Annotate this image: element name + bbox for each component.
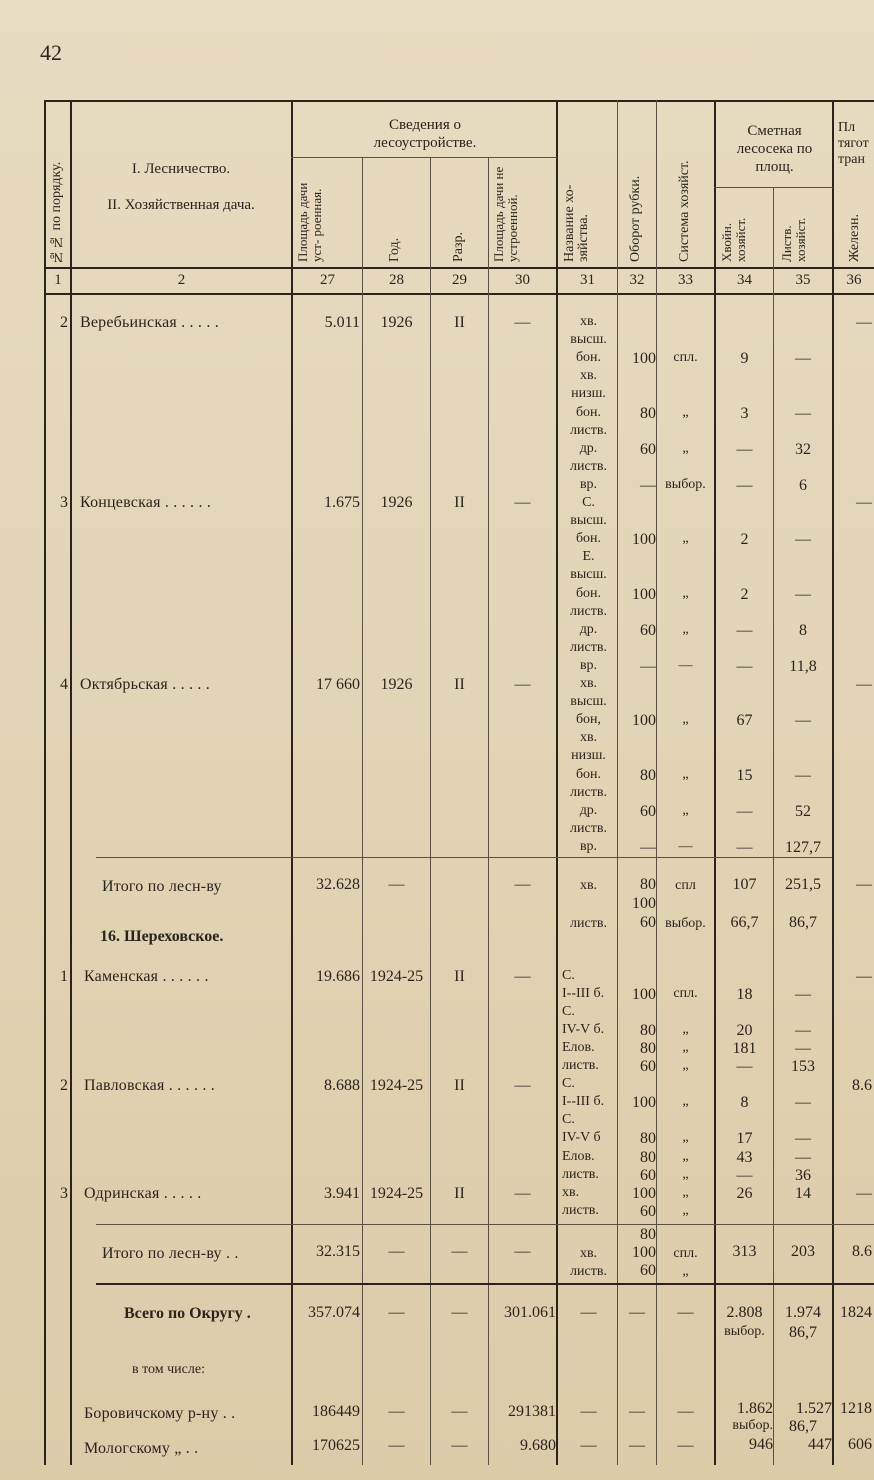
oborot-cell: 80: [640, 1022, 656, 1040]
c36-cell: —: [856, 1185, 872, 1202]
included-label: в том числе:: [132, 1362, 205, 1377]
total1-top-rule: [96, 857, 832, 858]
district-c36: 1218: [840, 1400, 872, 1417]
c36-cell: —: [856, 314, 872, 331]
district-hvoin: 946: [749, 1436, 773, 1453]
grand-hoz: —: [580, 1304, 597, 1321]
header-c27: Площадь дачи уст- роенная.: [295, 182, 324, 262]
hoz-cell: хв.: [579, 368, 598, 384]
system-cell: „: [682, 531, 689, 547]
listv-cell: 11,8: [789, 657, 817, 675]
hoz-cell: листв.: [562, 1166, 599, 1182]
c36-cell: —: [856, 676, 872, 693]
total-system: спл: [675, 878, 696, 893]
total-oborot: 80: [640, 876, 656, 893]
hoz-cell: Елов.: [562, 1148, 595, 1164]
hvoin-cell: 18: [736, 986, 753, 1004]
hvoin-cell: —: [736, 657, 753, 675]
dacha-name: Концевская . . . . . .: [80, 494, 212, 511]
total-system: „: [682, 1264, 689, 1279]
hoz-cell: бон.: [575, 585, 602, 601]
neustr-cell: —: [514, 494, 531, 511]
area-cell: 3.941: [324, 1185, 360, 1202]
district-neustr: 9.680: [520, 1437, 556, 1454]
listv-cell: —: [795, 585, 811, 603]
oborot-cell: 60: [640, 621, 656, 639]
listv-cell: —: [795, 1130, 811, 1148]
hvoin-cell: —: [736, 1166, 753, 1184]
district-area: 170625: [312, 1437, 360, 1454]
system-cell: —: [678, 838, 693, 854]
system-cell: спл.: [673, 986, 698, 1002]
header-col2-b: II. Хозяйственная дача.: [107, 197, 255, 213]
district-hvoin: 1.862: [737, 1400, 773, 1417]
hoz-cell: IV-V б.: [562, 1022, 605, 1038]
hoz-cell: листв.: [570, 422, 607, 438]
dacha-name: Одринская . . . . .: [84, 1185, 202, 1202]
hoz-cell: высш.: [570, 694, 607, 710]
hoz-cell: листв.: [562, 1058, 599, 1074]
header-group-36: Пл тягот тран: [838, 120, 869, 167]
hoz-cell: листв.: [570, 820, 607, 836]
hvoin-cell: —: [736, 1058, 753, 1076]
colnum-27: 27: [320, 272, 335, 288]
oborot-cell: 80: [640, 1040, 656, 1058]
header-group-27-30: Сведения о лесоустройстве.: [373, 117, 477, 151]
header-c35: Листв. хозяйст.: [779, 217, 808, 262]
hoz-cell: хв.: [579, 314, 598, 329]
oborot-cell: 80: [640, 1130, 656, 1148]
colnum-2: 2: [177, 272, 186, 288]
area-cell: 1.675: [324, 494, 360, 511]
year-cell: 1924-25: [369, 1077, 424, 1094]
listv-cell: —: [795, 531, 811, 549]
total-oborot: 60: [640, 1262, 656, 1279]
hoz-cell: Елов.: [562, 1040, 595, 1056]
dacha-name: Каменская . . . . . .: [84, 968, 209, 985]
total-system: спл.: [673, 1246, 698, 1261]
district-oborot: —: [629, 1437, 645, 1454]
hoz-cell: низш.: [571, 386, 606, 402]
total-oborot: 100: [632, 1244, 656, 1261]
hoz-cell: бон,: [575, 712, 602, 728]
system-cell: „: [682, 1166, 689, 1182]
col-divider: [70, 100, 72, 1465]
total-hoz: хв.: [579, 878, 598, 893]
col-divider: [488, 158, 489, 1465]
hvoin-cell: 43: [736, 1148, 753, 1166]
total-c36: 8.6: [852, 1243, 872, 1260]
listv-cell: 153: [791, 1058, 815, 1076]
total2-top-rule: [96, 1224, 874, 1225]
razr-cell: II: [454, 1077, 465, 1094]
total-label: Итого по лесн-ву . .: [102, 1245, 239, 1262]
header-col2-a: I. Лесничество.: [131, 161, 231, 177]
header-c33: Система хозяйст.: [677, 160, 692, 262]
col-divider: [362, 158, 363, 1465]
district-hoz: —: [580, 1437, 597, 1454]
razr-cell: II: [454, 494, 465, 511]
total-year: —: [388, 1243, 405, 1260]
total-listv: 203: [791, 1243, 815, 1260]
header-col1: №№ по порядку.: [49, 161, 64, 264]
hoz-cell: низш.: [571, 748, 606, 764]
year-cell: 1924-25: [369, 968, 424, 985]
total-oborot: 60: [640, 914, 656, 931]
hvoin-cell: —: [736, 802, 753, 820]
hvoin-cell: —: [736, 440, 753, 458]
hoz-cell: С.: [562, 1112, 575, 1128]
colnum-30: 30: [515, 272, 530, 288]
c36-cell: —: [856, 968, 872, 985]
oborot-cell: 60: [640, 1166, 656, 1184]
listv-cell: 52: [795, 802, 811, 820]
system-cell: „: [682, 1202, 689, 1218]
grand-hvoin: выбор.: [724, 1324, 765, 1339]
area-cell: 19.686: [316, 968, 360, 985]
section-title: 16. Шереховское.: [100, 928, 224, 945]
dacha-name: Октябрьская . . . . .: [80, 676, 210, 693]
colnum-31: 31: [580, 272, 595, 288]
total-listv: 251,5: [785, 876, 821, 893]
district-oborot: —: [629, 1403, 645, 1420]
hvoin-cell: —: [736, 621, 753, 639]
listv-cell: —: [795, 1094, 811, 1112]
system-cell: —: [678, 657, 693, 673]
row-number: 2: [60, 1077, 68, 1094]
grand-listv: 1.974: [785, 1304, 821, 1321]
row-number: 3: [60, 1185, 68, 1202]
district-listv: 86,7: [789, 1418, 817, 1435]
hvoin-cell: 67: [736, 712, 753, 730]
hoz-cell: хв.: [562, 1184, 580, 1200]
system-cell: „: [682, 1040, 689, 1056]
oborot-cell: 100: [632, 585, 656, 603]
total-neustr: —: [514, 876, 531, 893]
neustr-cell: —: [514, 314, 531, 331]
colnum-29: 29: [452, 272, 467, 288]
year-cell: 1926: [380, 314, 413, 331]
header-c29: Разр.: [451, 231, 466, 262]
oborot-cell: 100: [632, 1094, 656, 1112]
dacha-name: Павловская . . . . . .: [84, 1077, 215, 1094]
district-system: —: [677, 1437, 694, 1454]
district-razr: —: [451, 1403, 468, 1420]
system-cell: „: [682, 802, 689, 818]
hvoin-cell: 20: [736, 1022, 753, 1040]
hoz-cell: листв.: [570, 784, 607, 800]
colnum-bottom-border: [44, 293, 874, 295]
total-hoz: листв.: [570, 1264, 607, 1279]
row-number: 1: [60, 968, 68, 985]
grand-hvoin: 2.808: [726, 1304, 763, 1321]
listv-cell: —: [795, 712, 811, 730]
hoz-cell: I--III б.: [562, 1094, 605, 1110]
hvoin-cell: 2: [740, 531, 749, 549]
district-listv: 1.527: [796, 1400, 832, 1417]
razr-cell: II: [454, 676, 465, 693]
hvoin-cell: —: [736, 476, 753, 494]
total-oborot: 100: [632, 895, 656, 912]
district-system: —: [677, 1403, 694, 1420]
system-cell: выбор.: [665, 476, 706, 492]
neustr-cell: —: [514, 1185, 531, 1202]
listv-cell: —: [795, 1040, 811, 1058]
hoz-cell: С.: [562, 968, 575, 983]
grand-total-label: Всего по Округу .: [124, 1305, 251, 1322]
total-year: —: [388, 876, 405, 893]
district-neustr: 291381: [508, 1403, 556, 1420]
row-number: 4: [60, 676, 68, 693]
hoz-cell: бон.: [575, 766, 602, 782]
hoz-cell: бон.: [575, 531, 602, 547]
c36-cell: 8.6: [852, 1077, 872, 1094]
area-cell: 8.688: [324, 1077, 360, 1094]
hoz-cell: хв.: [579, 676, 598, 691]
total-label: Итого по лесн-ву: [102, 878, 222, 895]
oborot-cell: 100: [632, 531, 656, 549]
total-oborot: 80: [640, 1226, 656, 1243]
header-group-34-35: Сметная лесосека по площ.: [736, 123, 813, 175]
colnum-1: 1: [54, 272, 62, 288]
district-hoz: —: [580, 1403, 597, 1420]
total-hvoin: 313: [732, 1243, 757, 1260]
district-listv: 447: [808, 1436, 832, 1453]
district-year: —: [388, 1437, 405, 1454]
razr-cell: II: [454, 968, 465, 985]
total-hoz: листв.: [570, 916, 607, 931]
total-area: 32.315: [316, 1243, 360, 1260]
listv-cell: —: [795, 986, 811, 1004]
total-neustr: —: [514, 1243, 531, 1260]
hvoin-cell: 8: [740, 1094, 749, 1112]
header-c30: Площадь дачи не устроенной.: [491, 166, 520, 262]
hoz-cell: др.: [579, 802, 598, 818]
hvoin-cell: 17: [736, 1130, 753, 1148]
oborot-cell: 100: [632, 1184, 656, 1202]
grand-system: —: [677, 1304, 694, 1321]
system-cell: „: [682, 621, 689, 637]
hoz-cell: вр.: [579, 476, 598, 492]
listv-cell: 6: [799, 476, 807, 494]
year-cell: 1926: [380, 494, 413, 511]
listv-cell: 8: [799, 621, 807, 639]
grand-razr: —: [451, 1304, 468, 1321]
listv-cell: 14: [795, 1184, 811, 1202]
hoz-cell: листв.: [570, 458, 607, 474]
hoz-cell: высш.: [570, 332, 607, 348]
total-hvoin: 66,7: [730, 914, 759, 931]
oborot-cell: 60: [640, 802, 656, 820]
oborot-cell: 100: [632, 712, 656, 730]
razr-cell: II: [454, 1185, 465, 1202]
district-year: —: [388, 1403, 405, 1420]
c36-cell: —: [856, 494, 872, 511]
total-area: 32.628: [316, 876, 360, 893]
year-cell: 1926: [380, 676, 413, 693]
hvoin-cell: 26: [736, 1184, 753, 1202]
listv-cell: —: [795, 766, 811, 784]
hoz-cell: Е.: [582, 549, 595, 565]
col-divider: [430, 158, 431, 1465]
total-c36: —: [856, 876, 872, 893]
district-razr: —: [451, 1437, 468, 1454]
hoz-cell: высш.: [570, 513, 607, 529]
hoz-cell: высш.: [570, 567, 607, 583]
oborot-cell: 80: [640, 1148, 656, 1166]
hvoin-cell: —: [736, 838, 753, 856]
hoz-cell: др.: [579, 440, 598, 456]
system-cell: „: [682, 1148, 689, 1164]
listv-cell: 36: [795, 1166, 811, 1184]
grand-listv: 86,7: [789, 1324, 817, 1341]
system-cell: „: [682, 712, 689, 728]
razr-cell: II: [454, 314, 465, 331]
colnum-36: 36: [846, 272, 862, 288]
group-underline: [291, 157, 557, 158]
hoz-cell: бон.: [575, 404, 602, 420]
col-divider: [556, 100, 558, 1465]
hoz-cell: бон.: [575, 350, 602, 366]
total-listv: 86,7: [789, 914, 817, 931]
colnum-35: 35: [795, 272, 811, 288]
colnum-32: 32: [629, 272, 645, 288]
grand-area: 357.074: [308, 1304, 360, 1321]
hoz-cell: С.: [562, 1076, 575, 1092]
oborot-cell: 80: [640, 404, 656, 422]
header-c31: Название хо- зяйства.: [562, 184, 591, 262]
grand-oborot: —: [629, 1304, 645, 1321]
system-cell: „: [682, 1130, 689, 1146]
header-bottom-border: [44, 267, 874, 269]
grand-year: —: [388, 1304, 405, 1321]
oborot-cell: 60: [640, 1058, 656, 1076]
hvoin-cell: 2: [740, 585, 749, 603]
total-system: выбор.: [665, 916, 706, 931]
oborot-cell: 60: [640, 1202, 656, 1220]
grand-neustr: 301.061: [504, 1304, 556, 1321]
grand-top-rule: [96, 1283, 874, 1285]
system-cell: спл.: [673, 350, 698, 366]
listv-cell: —: [795, 1022, 811, 1040]
oborot-cell: 100: [632, 350, 656, 368]
oborot-cell: —: [640, 657, 656, 675]
hoz-cell: С.: [582, 495, 595, 510]
total-razr: —: [451, 1243, 468, 1260]
hoz-cell: вр.: [579, 657, 598, 673]
hoz-cell: хв.: [579, 730, 598, 746]
system-cell: „: [682, 1094, 689, 1110]
row-number: 2: [60, 314, 68, 331]
oborot-cell: 60: [640, 440, 656, 458]
table-top-border: [44, 100, 874, 102]
header-c32: Оборот рубки.: [628, 175, 643, 262]
header-c34: Хвойн. хозяйст.: [719, 217, 748, 262]
district-hvoin: выбор.: [732, 1418, 773, 1433]
total-hoz: хв.: [579, 1246, 598, 1261]
listv-cell: 32: [795, 440, 811, 458]
hoz-cell: листв.: [570, 603, 607, 619]
header-c28: Год.: [387, 237, 402, 262]
hvoin-cell: 3: [740, 404, 749, 422]
system-cell: „: [682, 404, 689, 420]
neustr-cell: —: [514, 1077, 531, 1094]
system-cell: „: [682, 585, 689, 601]
hoz-cell: листв.: [570, 639, 607, 655]
listv-cell: —: [795, 1148, 811, 1166]
page-number: 42: [40, 40, 62, 65]
header-c36: Железн.: [847, 214, 862, 262]
district-c36: 606: [848, 1436, 872, 1453]
district-label: Мологскому „ . .: [84, 1440, 199, 1457]
hoz-cell: листв.: [562, 1202, 599, 1218]
hoz-cell: др.: [579, 621, 598, 637]
total-hvoin: 107: [732, 876, 757, 893]
system-cell: „: [682, 440, 689, 456]
col-divider: [773, 188, 774, 1465]
colnum-28: 28: [389, 272, 404, 288]
oborot-cell: 100: [632, 986, 656, 1004]
colnum-33: 33: [678, 272, 693, 288]
area-cell: 5.011: [324, 314, 360, 331]
listv-cell: 127,7: [785, 838, 821, 856]
group-underline: [714, 187, 833, 188]
area-cell: 17 660: [316, 676, 360, 693]
system-cell: „: [682, 766, 689, 782]
listv-cell: —: [795, 350, 811, 368]
district-area: 186449: [312, 1403, 360, 1420]
dacha-name: Веребьинская . . . . .: [80, 314, 219, 331]
row-number: 3: [60, 494, 68, 511]
hoz-cell: С.: [562, 1004, 575, 1020]
grand-c36: 1824: [840, 1304, 872, 1321]
hvoin-cell: 9: [740, 350, 749, 368]
system-cell: „: [682, 1058, 689, 1074]
oborot-cell: —: [640, 838, 656, 856]
neustr-cell: —: [514, 676, 531, 693]
hoz-cell: IV-V б: [562, 1130, 601, 1146]
year-cell: 1924-25: [369, 1185, 424, 1202]
district-label: Боровичскому р-ну . .: [84, 1405, 236, 1422]
system-cell: „: [682, 1022, 689, 1038]
system-cell: „: [682, 1184, 689, 1200]
hoz-cell: I--III б.: [562, 986, 605, 1002]
listv-cell: —: [795, 404, 811, 422]
hvoin-cell: 15: [736, 766, 753, 784]
table-left-border: [44, 100, 46, 1465]
hvoin-cell: 181: [732, 1040, 757, 1058]
oborot-cell: 80: [640, 766, 656, 784]
hoz-cell: вр.: [579, 838, 598, 854]
colnum-34: 34: [737, 272, 752, 288]
neustr-cell: —: [514, 968, 531, 985]
oborot-cell: —: [640, 476, 656, 494]
